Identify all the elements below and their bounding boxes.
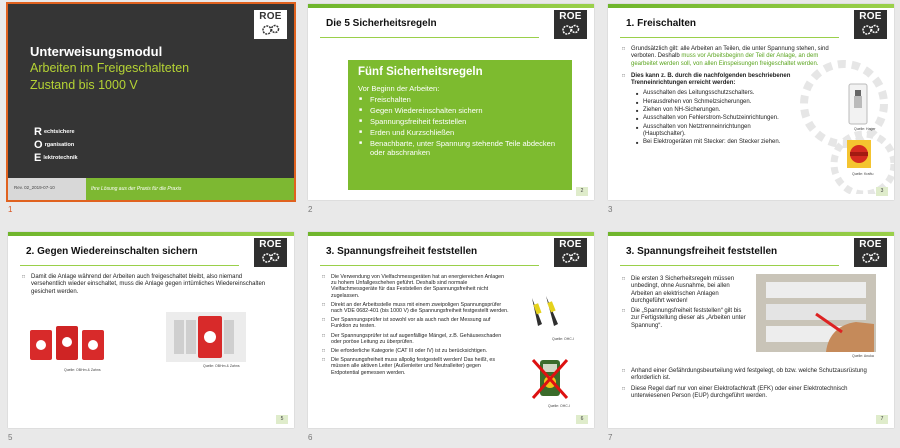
- roe-line-e: Elektrotechnik: [34, 152, 78, 164]
- title-rule: [320, 265, 539, 266]
- slide-body-lower: [622, 368, 884, 403]
- page-number: 6: [576, 415, 588, 424]
- slide-title: Die 5 Sicherheitsregeln: [326, 18, 437, 29]
- image-caption: Quelle: OBHm & Zahns: [64, 368, 101, 372]
- gear-pattern-icon: [561, 251, 581, 265]
- gear-pattern-icon: [861, 251, 881, 265]
- slide-number-1: 1: [8, 205, 13, 214]
- gear-pattern-icon: [261, 23, 281, 37]
- electrician-panel-image: [756, 274, 876, 352]
- slide-title: 1. Freischalten: [626, 18, 697, 29]
- rule-item: ■ Gegen Wiedereinschalten sichern: [358, 106, 572, 115]
- list-item: ■ Ausschalten von Fehlerstrom-Schutzeinrichtungen.: [636, 115, 782, 122]
- rules-box-intro: Vor Beginn der Arbeiten:: [358, 84, 440, 93]
- page-number: 2: [576, 187, 588, 196]
- gear-pattern-icon: [861, 23, 881, 37]
- slide-title: 3. Spannungsfreiheit feststellen: [626, 246, 778, 257]
- list-item: □ Die Verwendung von Vielfachmessgeräten hat an energiereichen Anlagen zu hohem Unfallgeschehen geführt. Deshalb sind normale Vielfachmessgeräte für das Feststellen der Spannungsfreiheit nicht zugelassen.: [322, 274, 510, 299]
- roe-line-r: Rechtsichere: [34, 126, 75, 138]
- main-switch-image: [845, 138, 873, 170]
- title-rule: [320, 37, 539, 38]
- slide-number-2: 2: [308, 205, 313, 214]
- slide-top-accent: [308, 4, 594, 8]
- slide-title: 2. Gegen Wiedereinschalten sichern: [26, 246, 198, 257]
- list-item: □ Direkt an der Arbeitsstelle muss mit einem zweipoligen Spannungsprüfer nach VDE 0682-401 (bis 1000 V) die Spannungsfreiheit festgestellt werden.: [322, 302, 510, 314]
- image-caption: Quelle: Hager: [854, 127, 876, 131]
- slide-body: [322, 274, 510, 379]
- list-item: ■ Bei Elektrogeräten mit Stecker: den Stecker ziehen.: [636, 139, 782, 146]
- rules-box: [348, 60, 572, 190]
- roe-logo: ROE: [854, 238, 887, 267]
- roe-logo: ROE: [254, 238, 287, 267]
- slide-thumbnail-5[interactable]: [8, 232, 294, 428]
- slide-thumbnail-2[interactable]: [308, 4, 594, 200]
- rule-item: ■ Freischalten: [358, 95, 572, 104]
- paragraph: □ Dies kann z. B. durch die nachfolgenden beschriebenen Trenneinrichtungen erreicht werden:: [622, 73, 844, 88]
- image-caption: Quelle: Kraftu: [852, 172, 874, 176]
- list-item: □ Anhand einer Gefährdungsbeurteilung wird festgelegt, ob bzw. welche Schutzausrüstung erforderlich ist.: [622, 368, 884, 383]
- slide-top-accent: [8, 232, 294, 236]
- roe-logo: ROE: [854, 10, 887, 39]
- slide-number-6: 6: [308, 433, 313, 442]
- list-item: ■ Ausschalten des Leitungsschutzschalters.: [636, 90, 782, 97]
- rule-item: ■ Benachbarte, unter Spannung stehende Teile abdecken oder abschranken: [358, 139, 572, 157]
- breaker-lock-image: [166, 312, 246, 362]
- list-item: □ Diese Regel darf nur von einer Elektrofachkraft (EFK) oder einer Elektrotechnisch unterwiesenen Person (EUP) durchgeführt werden.: [622, 386, 884, 401]
- slide-number-7: 7: [608, 433, 613, 442]
- slide-top-accent: [608, 4, 894, 8]
- slide-top-accent: [608, 232, 894, 236]
- module-title: Unterweisungsmodul: [30, 44, 163, 59]
- slide-number-5: 5: [8, 433, 13, 442]
- roe-logo: ROE: [554, 10, 587, 39]
- list-item: □ Der Spannungsprüfer ist auf augenfällige Mängel, z.B. Gehäuseschaden oder poröse Leitung zu überprüfen.: [322, 333, 510, 345]
- image-caption: Quelle: OHC-I: [548, 404, 570, 408]
- slide-thumbnail-1[interactable]: [8, 4, 294, 200]
- slide-body: [622, 276, 750, 333]
- lockout-devices-image: [28, 320, 108, 366]
- rules-list: [348, 95, 572, 157]
- image-caption: Quelle: OHC-I: [552, 337, 574, 341]
- title-rule: [620, 265, 839, 266]
- slide-thumbnail-3[interactable]: [608, 4, 894, 200]
- gear-pattern-icon: [261, 251, 281, 265]
- page-number: 3: [876, 187, 888, 196]
- voltage-tester-image: [526, 294, 566, 336]
- list-item: □ Die ersten 3 Sicherheitsregeln müssen unbedingt, ohne Ausnahme, bei allen Arbeiten an elektrischen Anlagen durchgeführt werden!: [622, 276, 750, 305]
- gear-pattern-icon: [561, 23, 581, 37]
- slide-top-accent: [308, 232, 594, 236]
- slide-footer: [8, 178, 294, 200]
- roe-line-o: Organisation: [34, 139, 75, 151]
- slide-number-3: 3: [608, 205, 613, 214]
- slide-title: 3. Spannungsfreiheit feststellen: [326, 246, 478, 257]
- list-item: ■ Ausschalten von Netztrenneinrichtungen (Hauptschalter).: [636, 124, 782, 139]
- module-subtitle-2: Zustand bis 1000 V: [30, 78, 138, 92]
- rule-item: ■ Spannungsfreiheit feststellen: [358, 117, 572, 126]
- device-list: [622, 90, 782, 146]
- multimeter-crossed-image: [530, 356, 570, 402]
- title-rule: [20, 265, 239, 266]
- rules-box-title: Fünf Sicherheitsregeln: [358, 66, 483, 78]
- list-item: ■ Ziehen von NH-Sicherungen.: [636, 107, 782, 114]
- page-number: 7: [876, 415, 888, 424]
- circuit-breaker-image: [845, 82, 871, 126]
- paragraph: □ Grundsätzlich gilt: alle Arbeiten an Teilen, die unter Spannung stehen, sind verboten. Deshalb muss vor Arbeitsbeginn der Teil der Anlage, an dem gearbeitet werden soll, von allen Einspeisungen freigeschaltet werden.: [622, 46, 844, 68]
- revision-label: Rev. 02_2019-07-10: [14, 185, 55, 190]
- page-number: 5: [276, 415, 288, 424]
- rule-item: ■ Erden und Kurzschließen: [358, 128, 572, 137]
- image-caption: Quelle: Anuka: [852, 354, 874, 358]
- list-item: □ Die erforderliche Kategorie (CAT III oder IV) ist zu berücksichtigen.: [322, 348, 510, 354]
- list-item: □ Die „Spannungsfreiheit feststellen“ gilt bis zur Fertigstellung dieser als „Arbeiten unter Spannung“.: [622, 308, 750, 330]
- list-item: □ Die Spannungsfreiheit muss allpolig festgestellt werden! Das heißt, es müssen alle aktiven Leiter (Außenleiter und Neutralleiter) gegen Erdpotential gemessen werden.: [322, 357, 510, 376]
- slide-body: [622, 46, 844, 148]
- roe-logo: ROE: [254, 10, 287, 39]
- title-rule: [620, 37, 839, 38]
- slide-thumbnail-6[interactable]: [308, 232, 594, 428]
- slide-thumbnail-7[interactable]: [608, 232, 894, 428]
- roe-logo: ROE: [554, 238, 587, 267]
- slide-body: [22, 274, 277, 299]
- list-item: ■ Herausdrehen von Schmelzsicherungen.: [636, 99, 782, 106]
- paragraph: □ Damit die Anlage während der Arbeiten auch freigeschaltet bleibt, also niemand versehentlich wieder einschaltet, muss die Anlage gegen irrtümliches Wiedereinschalten gesichert werden.: [22, 274, 277, 296]
- list-item: □ Der Spannungsprüfer ist sowohl vor als auch nach der Messung auf Funktion zu testen.: [322, 317, 510, 329]
- module-subtitle-1: Arbeiten im Freigeschalteten: [30, 61, 190, 75]
- claim-banner: Ihre Lösung aus der Praxis für die Praxis: [86, 178, 294, 200]
- image-caption: Quelle: OBHm & Zahns: [203, 364, 240, 368]
